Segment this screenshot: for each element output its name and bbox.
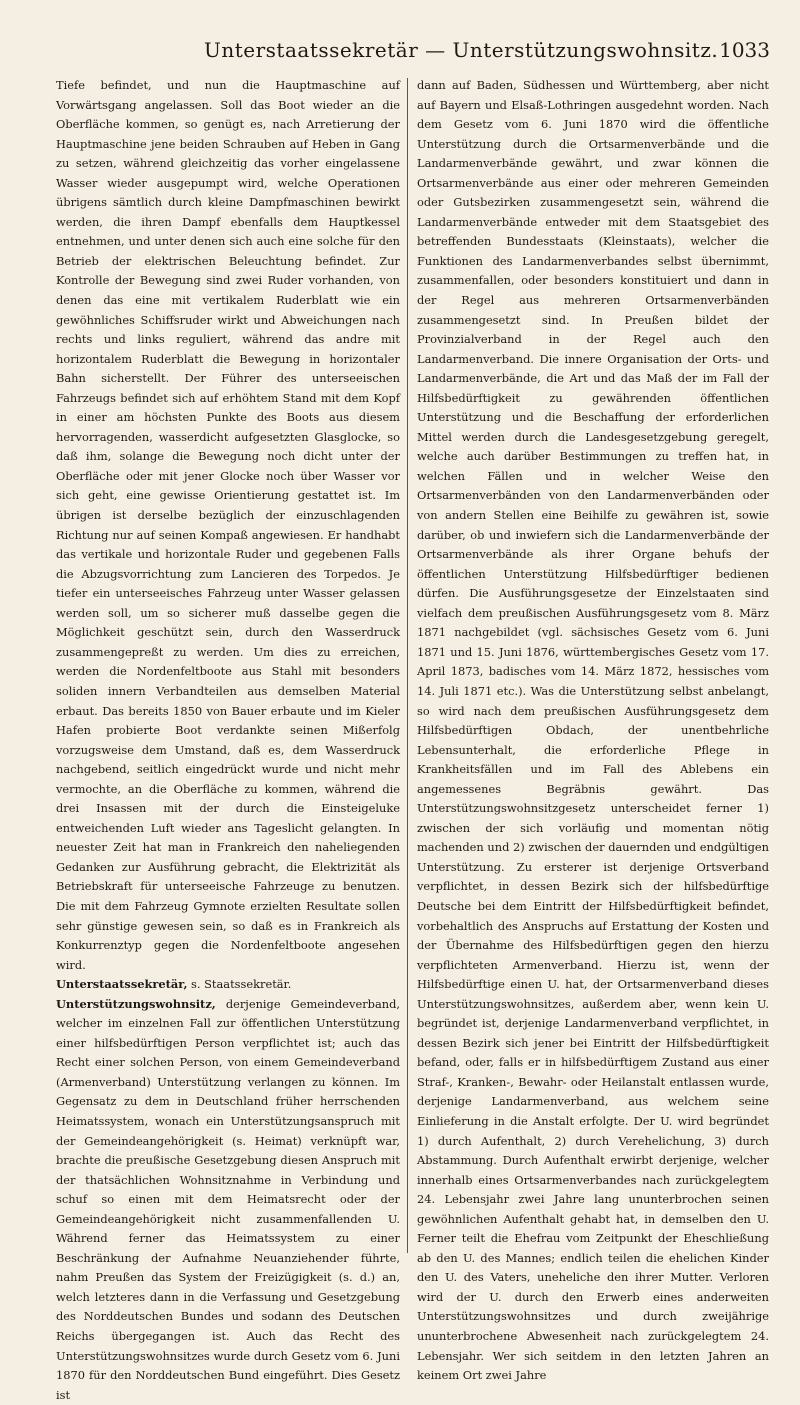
page-number: 1033	[719, 38, 770, 62]
entry-headword: Unterstaatssekretär,	[56, 977, 188, 992]
running-head	[56, 38, 770, 64]
left-column	[56, 76, 400, 1405]
column-divider	[407, 78, 408, 1253]
entry-unterstuetzungswohnsitz	[56, 995, 400, 1405]
entry-text: derjenige Gemeindeverband, welcher im einzelnen Fall zur öffentlichen Unterstützung einer hilfsbedürftigen Person verpflichtet ist; auch das Recht einer solchen Person, von einem Gemeindeverband (Armenverband) Unterstützung verlangen zu können. Im Gegensatz zu dem in Deutschland früher herrschenden Heimatssystem, wonach ein Unterstützungsanspruch mit der Gemeindeangehörigkeit (s. Heimat) verknüpft war, brachte die preußische Gesetzgebung diesen Anspruch mit der thatsächlichen Wohnsitznahme in Verbindung und schuf so einen mit dem Heimatsrecht oder der Gemeindeangehörigkeit nicht zusammenfallenden U. Während ferner das Heimatssystem zu einer Beschränkung der Aufnahme Neuanziehender führte, nahm Preußen das System der Freizügigkeit (s. d.) an, welch letzteres dann in die Verfassung und Gesetzgebung des Norddeutschen Bundes und sodann des Deutschen Reichs übergegangen ist. Auch das Recht des Unterstützungswohnsitzes wurde durch Gesetz vom 6. Juni 1870 für den Norddeutschen Bund eingeführt. Dies Gesetz ist	[56, 996, 400, 1402]
continuation-paragraph: Tiefe befindet, und nun die Hauptmaschine auf Vorwärtsgang angelassen. Soll das Boot wieder an die Oberfläche kommen, so genügt es, nach Arretierung der Hauptmaschine jene beiden Schrauben auf Heben in Gang zu setzen, während gleichzeitig das vorher eingelassene Wasser wieder ausgepumpt wird, welche Operationen übrigens sämtlich durch kleine Dampfmaschinen bewirkt werden, die ihren Dampf ebenfalls dem Hauptkessel entnehmen, und unter denen sich auch eine solche für den Betrieb der elektrischen Beleuchtung befindet. Zur Kontrolle der Bewegung sind zwei Ruder vorhanden, von denen das eine mit vertikalem Ruderblatt wie ein gewöhnliches Schiffsruder wirkt und Abweichungen nach rechts und links reguliert, während das andre mit horizontalem Ruderblatt die Bewegung in horizontaler Bahn sicherstellt. Der Führer des unterseeischen Fahrzeugs befindet sich auf erhöhtem Stand mit dem Kopf in einer am höchsten Punkte des Boots aus diesem hervorragenden, wasserdicht aufgesetzten Glasglocke, so daß ihm, solange die Bewegung noch dicht unter der Oberfläche oder mit jener Glocke noch über Wasser vor sich geht, eine gewisse Orientierung gestattet ist. Im übrigen ist derselbe bezüglich der einzuschlagenden Richtung nur auf seinen Kompaß angewiesen. Er handhabt das vertikale und horizontale Ruder und gegebenen Falls die Abzugsvorrichtung zum Lancieren des Torpedos. Je tiefer ein unterseeisches Fahrzeug unter Wasser gelassen werden soll, um so sicherer muß dasselbe gegen die Möglichkeit geschützt sein, durch den Wasserdruck zusammengepreßt zu werden. Um dies zu erreichen, werden die Nordenfeltboote aus Stahl mit besonders soliden innern Verbandteilen aus demselben Material erbaut. Das bereits 1850 von Bauer erbaute und im Kieler Hafen probierte Boot verdankte seinen Mißerfolg vorzugsweise dem Umstand, daß es, dem Wasserdruck nachgebend, seitlich eingedrückt wurde und nicht mehr vermochte, an die Oberfläche zu kommen, während die drei Insassen mit der durch die Einsteigeluke entweichenden Luft wieder ans Tageslicht gelangten. In neuester Zeit hat man in Frankreich den naheliegenden Gedanken zur Ausführung gebracht, die Elektrizität als Betriebskraft für unterseeische Fahrzeuge zu benutzen. Die mit dem Fahrzeug Gymnote erzielten Resultate sollen sehr günstige gewesen sein, so daß es in Frankreich als Konkurrenztyp gegen die Nordenfeltboote angesehen wird.	[56, 78, 400, 972]
entry-unterstaatssekretaer	[56, 975, 400, 995]
entry-text: s. Staatssekretär.	[187, 977, 292, 992]
entry-headword: Unterstützungswohnsitz,	[56, 996, 216, 1011]
running-head-title: Unterstaatssekretär — Unterstützungswohnsitz.	[204, 38, 719, 62]
right-column	[417, 76, 769, 1386]
continuation-paragraph: dann auf Baden, Südhessen und Württemberg, aber nicht auf Bayern und Elsaß-Lothringen ausgedehnt worden. Nach dem Gesetz vom 6. Juni 1870 wird die öffentliche Unterstützung durch die Ortsarmenverbände und die Landarmenverbände gewährt, und zwar können die Ortsarmenverbände aus einer oder mehreren Gemeinden oder Gutsbezirken zusammengesetzt sein, während die Landarmenverbände entweder mit dem Staatsgebiet des betreffenden Bundesstaats (Kleinstaats), welcher die Funktionen des Landarmenverbandes selbst übernimmt, zusammenfallen, oder besonders konstituiert und dann in der Regel aus mehreren Ortsarmenverbänden zusammengesetzt sind. In Preußen bildet der Provinzialverband in der Regel auch den Landarmenverband. Die innere Organisation der Orts- und Landarmenverbände, die Art und das Maß der im Fall der Hilfsbedürftigkeit zu gewährenden öffentlichen Unterstützung und die Beschaffung der erforderlichen Mittel werden durch die Landesgesetzgebung geregelt, welche auch darüber Bestimmungen zu treffen hat, in welchen Fällen und in welcher Weise den Ortsarmenverbänden von den Landarmenverbänden oder von andern Stellen eine Beihilfe zu gewähren ist, sowie darüber, ob und inwiefern sich die Landarmenverbände der Ortsarmenverbände als ihrer Organe behufs der öffentlichen Unterstützung Hilfsbedürftiger bedienen dürfen. Die Ausführungsgesetze der Einzelstaaten sind vielfach dem preußischen Ausführungsgesetz vom 8. März 1871 nachgebildet (vgl. sächsisches Gesetz vom 6. Juni 1871 und 15. Juni 1876, württembergisches Gesetz vom 17. April 1873, badisches vom 14. März 1872, hessisches vom 14. Juli 1871 etc.). Was die Unterstützung selbst anbelangt, so wird nach dem preußischen Ausführungsgesetz dem Hilfsbedürftigen Obdach, der unentbehrliche Lebensunterhalt, die erforderliche Pflege in Krankheitsfällen und im Fall des Ablebens ein angemessenes Begräbnis gewährt. Das Unterstützungswohnsitzgesetz unterscheidet ferner 1) zwischen der sich vorläufig und momentan nötig machenden und 2) zwischen der dauernden und endgültigen Unterstützung. Zu ersterer ist derjenige Ortsverband verpflichtet, in dessen Bezirk sich der hilfsbedürftige Deutsche bei dem Eintritt der Hilfsbedürftigkeit befindet, vorbehaltlich des Anspruchs auf Erstattung der Kosten und der Übernahme des Hilfsbedürftigen gegen den hierzu verpflichteten Armenverband. Hierzu ist, wenn der Hilfsbedürftige einen U. hat, der Ortsarmenverband dieses Unterstützungswohnsitzes, außerdem aber, wenn kein U. begründet ist, derjenige Landarmenverband verpflichtet, in dessen Bezirk sich jener bei Eintritt der Hilfsbedürftigkeit befand, oder, falls er in hilfsbedürftigem Zustand aus einer Straf-, Kranken-, Bewahr- oder Heilanstalt entlassen wurde, derjenige Landarmenverband, aus welchem seine Einlieferung in die Anstalt erfolgte. Der U. wird begründet 1) durch Aufenthalt, 2) durch Verehelichung, 3) durch Abstammung. Durch Aufenthalt erwirbt derjenige, welcher innerhalb eines Ortsarmenverbandes nach zurückgelegtem 24. Lebensjahr zwei Jahre lang ununterbrochen seinen gewöhnlichen Aufenthalt gehabt hat, in demselben den U. Ferner teilt die Ehefrau vom Zeitpunkt der Eheschließung ab den U. des Mannes; endlich teilen die ehelichen Kinder den U. des Vaters, uneheliche den ihrer Mutter. Verloren wird der U. durch den Erwerb eines anderweiten Unterstützungswohnsitzes und durch zweijährige ununterbrochene Abwesenheit nach zurückgelegtem 24. Lebensjahr. Wer sich seitdem in den letzten Jahren an keinem Ort zwei Jahre	[417, 78, 769, 1383]
